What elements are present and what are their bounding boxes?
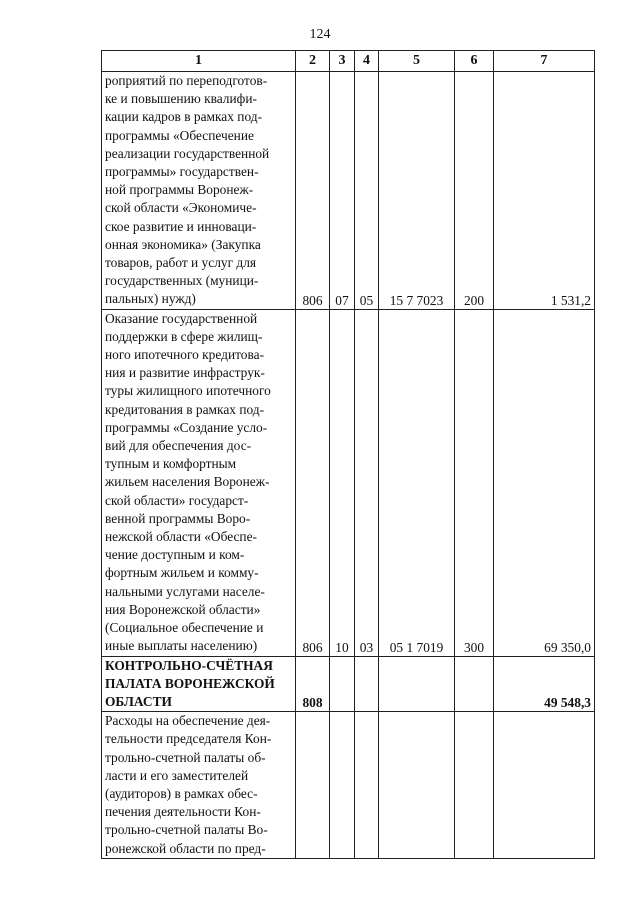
row-name [102, 72, 296, 310]
table-row [102, 72, 595, 310]
table-row [102, 309, 595, 656]
row-code-section: 10 [330, 309, 355, 656]
row-code-expense-type [455, 656, 494, 712]
page-number: 124 [309, 27, 331, 42]
row-name-line: государственных (муници- [105, 273, 259, 289]
row-name-line: ке и повышению квалифи- [105, 91, 257, 107]
row-name-line: поддержки в сфере жилищ- [105, 328, 263, 344]
row-name-line: ПАЛАТА ВОРОНЕЖСКОЙ [105, 675, 275, 691]
row-code-ministry [296, 712, 330, 859]
row-name-line: иные выплаты населению) [105, 638, 258, 654]
table-row-organization [102, 656, 595, 712]
row-name-line: кредитования в рамках под- [105, 401, 265, 417]
row-name-line: кации кадров в рамках под- [105, 109, 263, 125]
row-code-target [379, 712, 455, 859]
row-code-target: 15 7 7023 [379, 72, 455, 310]
row-name-line: печения деятельности Кон- [105, 804, 261, 820]
header-col-5: 5 [379, 51, 455, 72]
row-name-line: КОНТРОЛЬНО-СЧЁТНАЯ [105, 657, 273, 673]
row-name-line: (аудиторов) в рамках обес- [105, 785, 258, 801]
row-name-line: (Социальное обеспечение и [105, 620, 264, 636]
row-code-expense-type: 300 [455, 309, 494, 656]
header-col-3: 3 [330, 51, 355, 72]
row-name-line: ронежской области по пред- [105, 840, 266, 856]
row-code-target: 05 1 7019 [379, 309, 455, 656]
budget-table [101, 50, 595, 859]
row-name-line: туры жилищного ипотечного [105, 383, 271, 399]
row-name-line: программы» государствен- [105, 164, 259, 180]
row-code-target [379, 656, 455, 712]
row-name-line: нежской области «Обеспе- [105, 529, 257, 545]
row-amount [494, 712, 595, 859]
row-name-line: трольно-счетной палаты Во- [105, 822, 268, 838]
row-name [102, 309, 296, 656]
row-name-line: ОБЛАСТИ [105, 693, 172, 709]
row-code-subsection [355, 712, 379, 859]
row-name-line: фортным жильем и комму- [105, 565, 259, 581]
row-code-ministry: 806 [296, 72, 330, 310]
header-col-6: 6 [455, 51, 494, 72]
row-amount: 1 531,2 [494, 72, 595, 310]
row-name-line: ния Воронежской области» [105, 601, 261, 617]
row-name-line: Расходы на обеспечение дея- [105, 713, 271, 729]
row-name-line: онная экономика» (Закупка [105, 236, 261, 252]
header-col-7: 7 [494, 51, 595, 72]
row-name-line: товаров, работ и услуг для [105, 255, 257, 271]
row-code-subsection: 05 [355, 72, 379, 310]
header-col-2: 2 [296, 51, 330, 72]
row-code-section [330, 656, 355, 712]
row-name-line: программы «Обеспечение [105, 127, 254, 143]
row-amount: 69 350,0 [494, 309, 595, 656]
row-name-line: пальных) нужд) [105, 291, 196, 307]
row-code-section [330, 712, 355, 859]
row-name-line: Оказание государственной [105, 310, 258, 326]
row-name-line: тупным и комфортным [105, 456, 237, 472]
row-name-line: ское развитие и инноваци- [105, 218, 257, 234]
row-name [102, 656, 296, 712]
header-row [102, 51, 595, 72]
row-name-line: ной программы Воронеж- [105, 182, 254, 198]
row-name-line: тельности председателя Кон- [105, 731, 272, 747]
row-name-line: реализации государственной [105, 145, 270, 161]
row-name-line: чение доступным и ком- [105, 547, 245, 563]
row-name-line: роприятий по переподготов- [105, 73, 268, 88]
row-name-line: венной программы Воро- [105, 510, 251, 526]
row-code-expense-type: 200 [455, 72, 494, 310]
row-code-subsection: 03 [355, 309, 379, 656]
row-name-line: ния и развитие инфраструк- [105, 365, 265, 381]
row-name-line: программы «Создание усло- [105, 419, 268, 435]
row-name-line: ской области» государст- [105, 492, 249, 508]
row-name-line: ской области «Экономиче- [105, 200, 257, 216]
row-name-line: нальными услугами населе- [105, 583, 265, 599]
row-name-line: жильем населения Воронеж- [105, 474, 270, 490]
table-row [102, 712, 595, 859]
row-name [102, 712, 296, 859]
row-code-ministry: 806 [296, 309, 330, 656]
row-code-ministry: 808 [296, 656, 330, 712]
row-amount: 49 548,3 [494, 656, 595, 712]
row-name-line: вий для обеспечения дос- [105, 438, 252, 454]
row-code-section: 07 [330, 72, 355, 310]
row-name-line: ласти и его заместителей [105, 767, 249, 783]
row-code-subsection [355, 656, 379, 712]
row-name-line: ного ипотечного кредитова- [105, 347, 265, 363]
row-name-line: трольно-счетной палаты об- [105, 749, 266, 765]
row-code-expense-type [455, 712, 494, 859]
header-col-1: 1 [102, 51, 296, 72]
header-col-4: 4 [355, 51, 379, 72]
